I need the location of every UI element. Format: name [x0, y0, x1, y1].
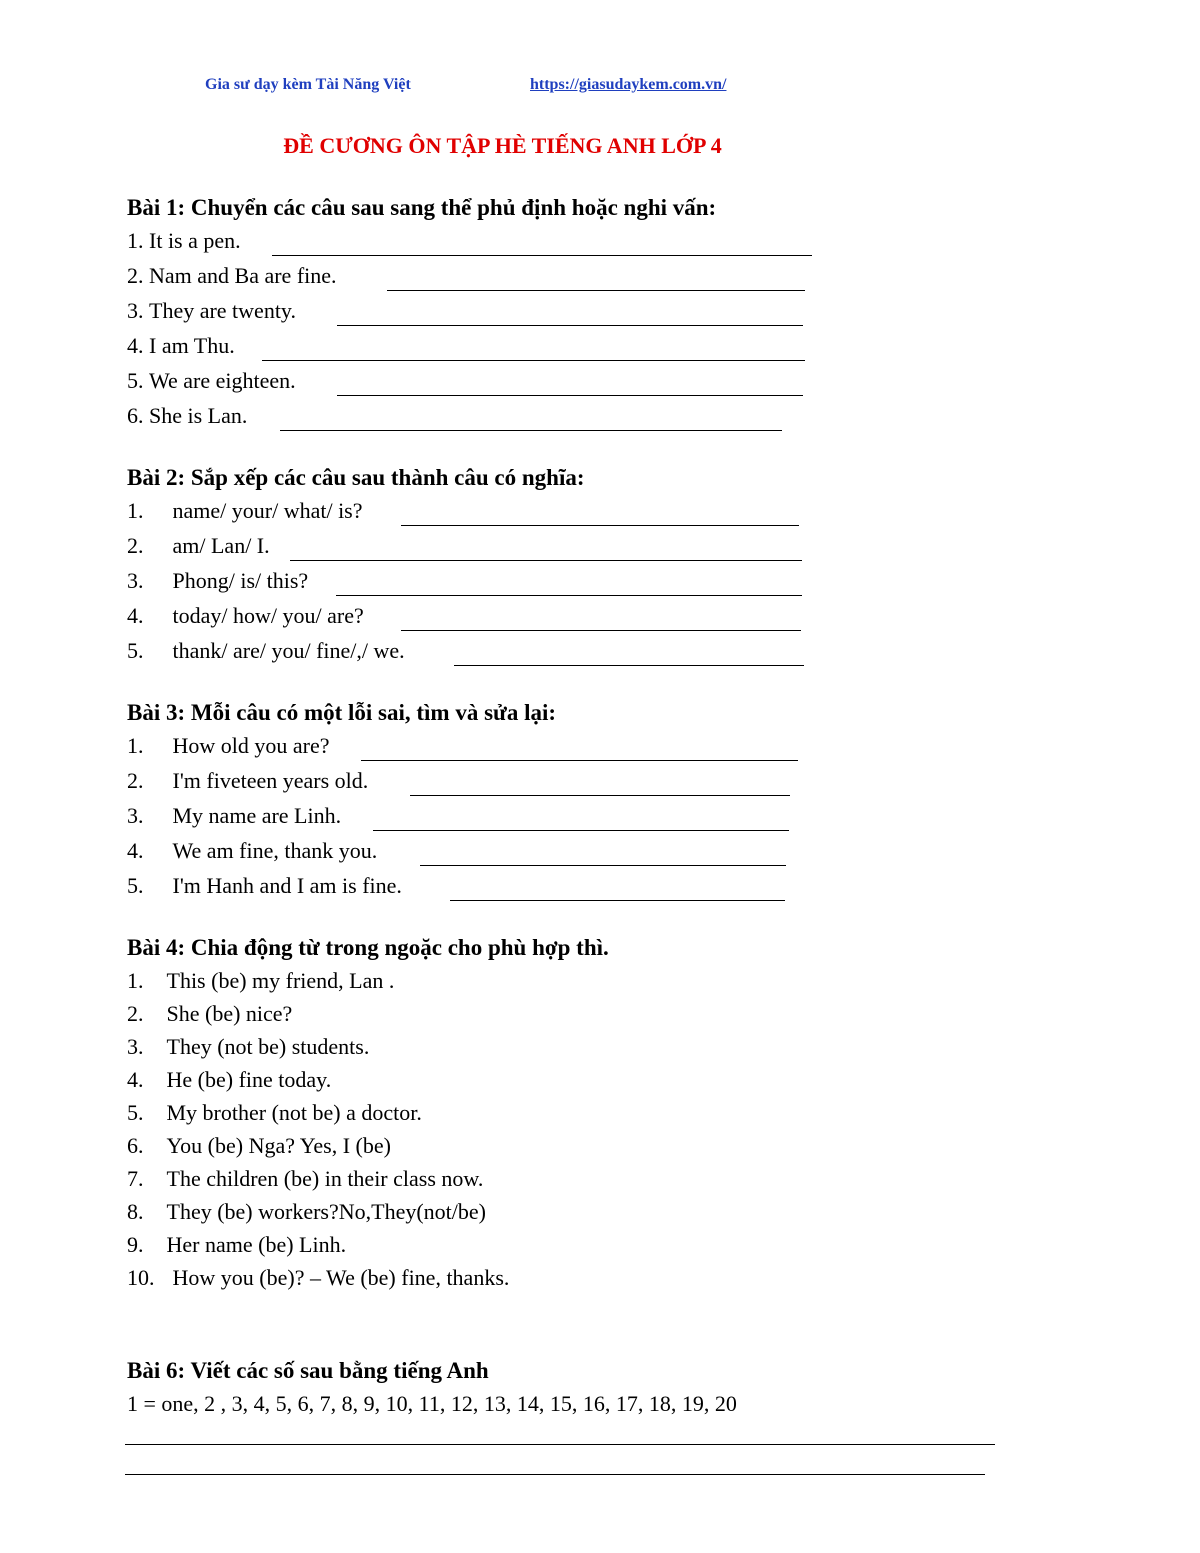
section3-heading: Bài 3: Mỗi câu có một lỗi sai, tìm và sửa lại: [127, 700, 557, 725]
section2-item-1: 1. name/ your/ what/ is? [127, 498, 363, 523]
section3-item-4: 4. We am fine, thank you. [127, 838, 378, 863]
section4-item-9: 9. Her name (be) Linh. [127, 1232, 347, 1257]
page-header [0, 76, 1200, 100]
section1-item-1: 1. It is a pen. [127, 228, 241, 253]
section1-item-3: 3. They are twenty. [127, 298, 297, 323]
section4-item-7: 7. The children (be) in their class now. [127, 1166, 484, 1191]
section4-item-2: 2. She (be) nice? [127, 1001, 293, 1026]
section1-heading: Bài 1: Chuyển các câu sau sang thể phủ định hoặc nghi vấn: [127, 195, 717, 220]
section3-item-2: 2. I'm fiveteen years old. [127, 768, 369, 793]
answer-blank[interactable] [336, 595, 802, 596]
answer-blank[interactable] [420, 865, 786, 866]
section6-heading: Bài 6: Viết các số sau bằng tiếng Anh [127, 1358, 489, 1383]
section4-item-1: 1. This (be) my friend, Lan . [127, 968, 395, 993]
answer-blank[interactable] [410, 795, 790, 796]
answer-blank[interactable] [337, 325, 803, 326]
answer-blank[interactable] [280, 430, 782, 431]
section4-item-10: 10. How you (be)? – We (be) fine, thanks. [127, 1265, 510, 1290]
section2-heading: Bài 2: Sắp xếp các câu sau thành câu có nghĩa: [127, 465, 585, 490]
answer-blank[interactable] [337, 395, 803, 396]
section6-numbers: 1 = one, 2 , 3, 4, 5, 6, 7, 8, 9, 10, 11, 12, 13, 14, 15, 16, 17, 18, 19, 20 [127, 1391, 737, 1416]
section4-heading: Bài 4: Chia động từ trong ngoặc cho phù hợp thì. [127, 935, 609, 960]
section4-item-4: 4. He (be) fine today. [127, 1067, 332, 1092]
answer-line[interactable] [125, 1474, 985, 1475]
answer-blank[interactable] [272, 255, 812, 256]
answer-blank[interactable] [401, 525, 799, 526]
answer-blank[interactable] [373, 830, 789, 831]
section4-item-5: 5. My brother (not be) a doctor. [127, 1100, 422, 1125]
answer-line[interactable] [125, 1444, 995, 1445]
header-org: Gia sư dạy kèm Tài Năng Việt [205, 76, 411, 93]
section1-item-2: 2. Nam and Ba are fine. [127, 263, 337, 288]
section2-item-4: 4. today/ how/ you/ are? [127, 603, 364, 628]
section3-item-5: 5. I'm Hanh and I am is fine. [127, 873, 402, 898]
section1-item-4: 4. I am Thu. [127, 333, 235, 358]
answer-blank[interactable] [401, 630, 801, 631]
answer-blank[interactable] [290, 560, 802, 561]
header-url-link[interactable]: https://giasudaykem.com.vn/ [530, 76, 727, 93]
answer-blank[interactable] [450, 900, 785, 901]
section3-item-3: 3. My name are Linh. [127, 803, 342, 828]
section1-item-6: 6. She is Lan. [127, 403, 248, 428]
section1-item-5: 5. We are eighteen. [127, 368, 296, 393]
answer-blank[interactable] [387, 290, 805, 291]
section4-item-6: 6. You (be) Nga? Yes, I (be) [127, 1133, 391, 1158]
section2-item-2: 2. am/ Lan/ I. [127, 533, 270, 558]
section4-item-3: 3. They (not be) students. [127, 1034, 370, 1059]
section2-item-3: 3. Phong/ is/ this? [127, 568, 309, 593]
section3-item-1: 1. How old you are? [127, 733, 330, 758]
answer-blank[interactable] [262, 360, 805, 361]
answer-blank[interactable] [361, 760, 798, 761]
answer-blank[interactable] [454, 665, 804, 666]
section4-item-8: 8. They (be) workers?No,They(not/be) [127, 1199, 486, 1224]
section2-item-5: 5. thank/ are/ you/ fine/,/ we. [127, 638, 405, 663]
page-title: ĐỀ CƯƠNG ÔN TẬP HÈ TIẾNG ANH LỚP 4 [283, 133, 722, 158]
